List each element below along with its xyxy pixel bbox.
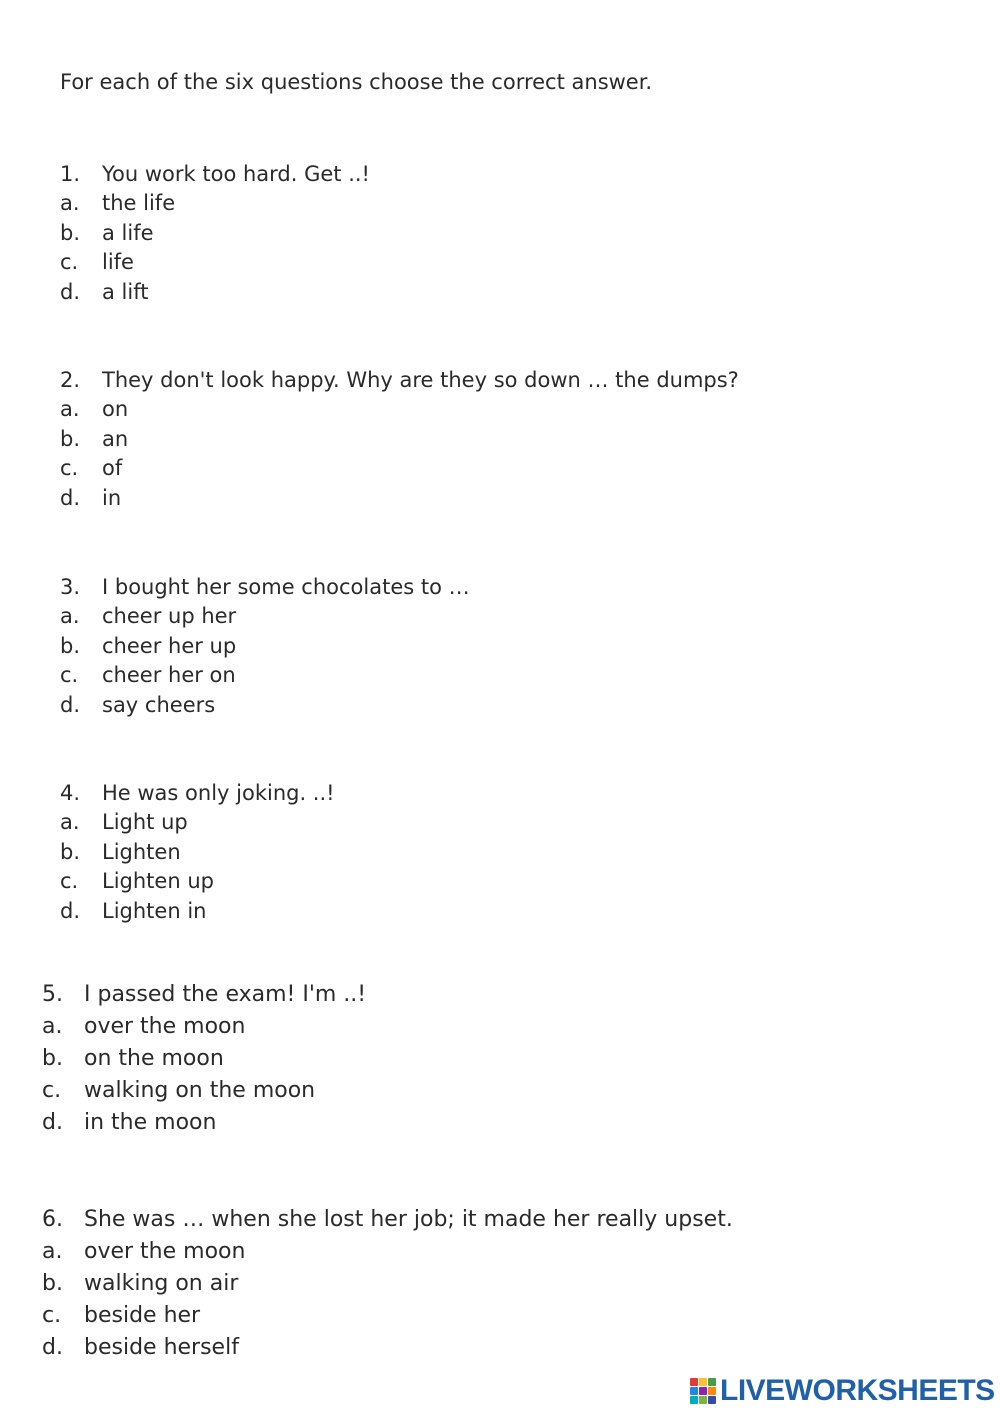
- option-text: the life: [102, 191, 176, 216]
- question-text: I passed the exam! I'm ..!: [84, 981, 367, 1007]
- answer-option[interactable]: [60, 189, 370, 219]
- question-3: [60, 572, 470, 720]
- logo-square: [690, 1378, 698, 1386]
- option-text: life: [102, 250, 134, 275]
- option-letter: d.: [60, 279, 81, 304]
- question-2: [60, 365, 739, 513]
- option-text: on: [102, 397, 129, 422]
- answer-option[interactable]: [42, 1074, 366, 1106]
- option-letter: a.: [42, 1013, 63, 1039]
- question-text: They don't look happy. Why are they so down … the dumps?: [102, 367, 739, 392]
- liveworksheets-logo: [690, 1374, 995, 1408]
- logo-square: [708, 1387, 716, 1395]
- answer-option[interactable]: [60, 218, 370, 248]
- option-text: say cheers: [102, 692, 216, 717]
- answer-option[interactable]: [42, 1106, 366, 1138]
- option-text: cheer her on: [102, 663, 236, 688]
- answer-option[interactable]: [42, 1299, 733, 1331]
- option-letter: a.: [60, 810, 80, 835]
- option-letter: d.: [42, 1109, 63, 1135]
- answer-option[interactable]: [60, 424, 739, 454]
- option-letter: a.: [60, 397, 80, 422]
- question-stem: [60, 572, 470, 602]
- instructions: For each of the six questions choose the correct answer.: [60, 70, 653, 94]
- question-number: 3.: [60, 574, 81, 599]
- question-number: 1.: [60, 161, 81, 186]
- answer-option[interactable]: [60, 395, 739, 425]
- option-text: an: [102, 426, 129, 451]
- option-text: walking on air: [84, 1270, 239, 1296]
- option-letter: d.: [60, 692, 81, 717]
- question-5: [42, 978, 366, 1138]
- option-text: Lighten in: [102, 898, 207, 923]
- answer-option[interactable]: [60, 661, 470, 691]
- answer-option[interactable]: [60, 867, 335, 897]
- logo-square: [690, 1396, 698, 1404]
- question-stem: [42, 978, 366, 1010]
- option-text: over the moon: [84, 1013, 246, 1039]
- question-number: 5.: [42, 981, 63, 1007]
- option-letter: d.: [60, 485, 81, 510]
- option-letter: b.: [60, 839, 81, 864]
- answer-option[interactable]: [42, 1267, 733, 1299]
- option-letter: c.: [60, 456, 79, 481]
- answer-option[interactable]: [60, 602, 470, 632]
- option-text: a lift: [102, 279, 149, 304]
- option-letter: c.: [42, 1077, 62, 1103]
- logo-square: [690, 1387, 698, 1395]
- question-text: I bought her some chocolates to …: [102, 574, 470, 599]
- logo-text: LIVEWORKSHEETS: [720, 1374, 995, 1407]
- question-6: [42, 1203, 733, 1363]
- answer-option[interactable]: [60, 896, 335, 926]
- option-letter: b.: [60, 426, 81, 451]
- option-letter: c.: [60, 663, 79, 688]
- option-letter: a.: [42, 1238, 63, 1264]
- option-letter: d.: [60, 898, 81, 923]
- answer-option[interactable]: [60, 631, 470, 661]
- answer-option[interactable]: [60, 277, 370, 307]
- answer-option[interactable]: [60, 837, 335, 867]
- option-text: beside herself: [84, 1334, 239, 1360]
- option-text: beside her: [84, 1302, 201, 1328]
- option-text: a life: [102, 220, 154, 245]
- option-letter: c.: [60, 250, 79, 275]
- answer-option[interactable]: [42, 1042, 366, 1074]
- option-letter: b.: [60, 633, 81, 658]
- question-number: 4.: [60, 780, 81, 805]
- question-stem: [60, 365, 739, 395]
- question-stem: [60, 778, 335, 808]
- option-text: in the moon: [84, 1109, 217, 1135]
- option-text: walking on the moon: [84, 1077, 316, 1103]
- answer-option[interactable]: [42, 1235, 733, 1267]
- option-letter: c.: [60, 869, 79, 894]
- question-4: [60, 778, 335, 926]
- option-text: in: [102, 485, 122, 510]
- option-letter: d.: [42, 1334, 63, 1360]
- answer-option[interactable]: [60, 690, 470, 720]
- option-text: over the moon: [84, 1238, 246, 1264]
- option-letter: c.: [42, 1302, 62, 1328]
- answer-option[interactable]: [42, 1331, 733, 1363]
- option-letter: a.: [60, 191, 80, 216]
- logo-square: [708, 1396, 716, 1404]
- question-stem: [60, 159, 370, 189]
- question-number: 2.: [60, 367, 81, 392]
- answer-option[interactable]: [60, 808, 335, 838]
- logo-grid-icon: [690, 1378, 716, 1404]
- question-text: He was only joking. ..!: [102, 780, 335, 805]
- option-text: cheer her up: [102, 633, 237, 658]
- question-text: She was … when she lost her job; it made her really upset.: [84, 1206, 733, 1232]
- answer-option[interactable]: [60, 248, 370, 278]
- option-text: Lighten: [102, 839, 181, 864]
- option-text: Light up: [102, 810, 188, 835]
- answer-option[interactable]: [60, 454, 739, 484]
- option-text: of: [102, 456, 123, 481]
- option-text: cheer up her: [102, 604, 237, 629]
- question-number: 6.: [42, 1206, 63, 1232]
- logo-square: [699, 1396, 707, 1404]
- logo-square: [708, 1378, 716, 1386]
- option-letter: b.: [60, 220, 81, 245]
- option-letter: b.: [42, 1270, 63, 1296]
- question-stem: [42, 1203, 733, 1235]
- answer-option[interactable]: [42, 1010, 366, 1042]
- logo-square: [699, 1387, 707, 1395]
- question-1: [60, 159, 370, 307]
- answer-option[interactable]: [60, 483, 739, 513]
- option-text: Lighten up: [102, 869, 214, 894]
- logo-square: [699, 1378, 707, 1386]
- option-letter: a.: [60, 604, 80, 629]
- option-letter: b.: [42, 1045, 63, 1071]
- option-text: on the moon: [84, 1045, 224, 1071]
- question-text: You work too hard. Get ..!: [102, 161, 370, 186]
